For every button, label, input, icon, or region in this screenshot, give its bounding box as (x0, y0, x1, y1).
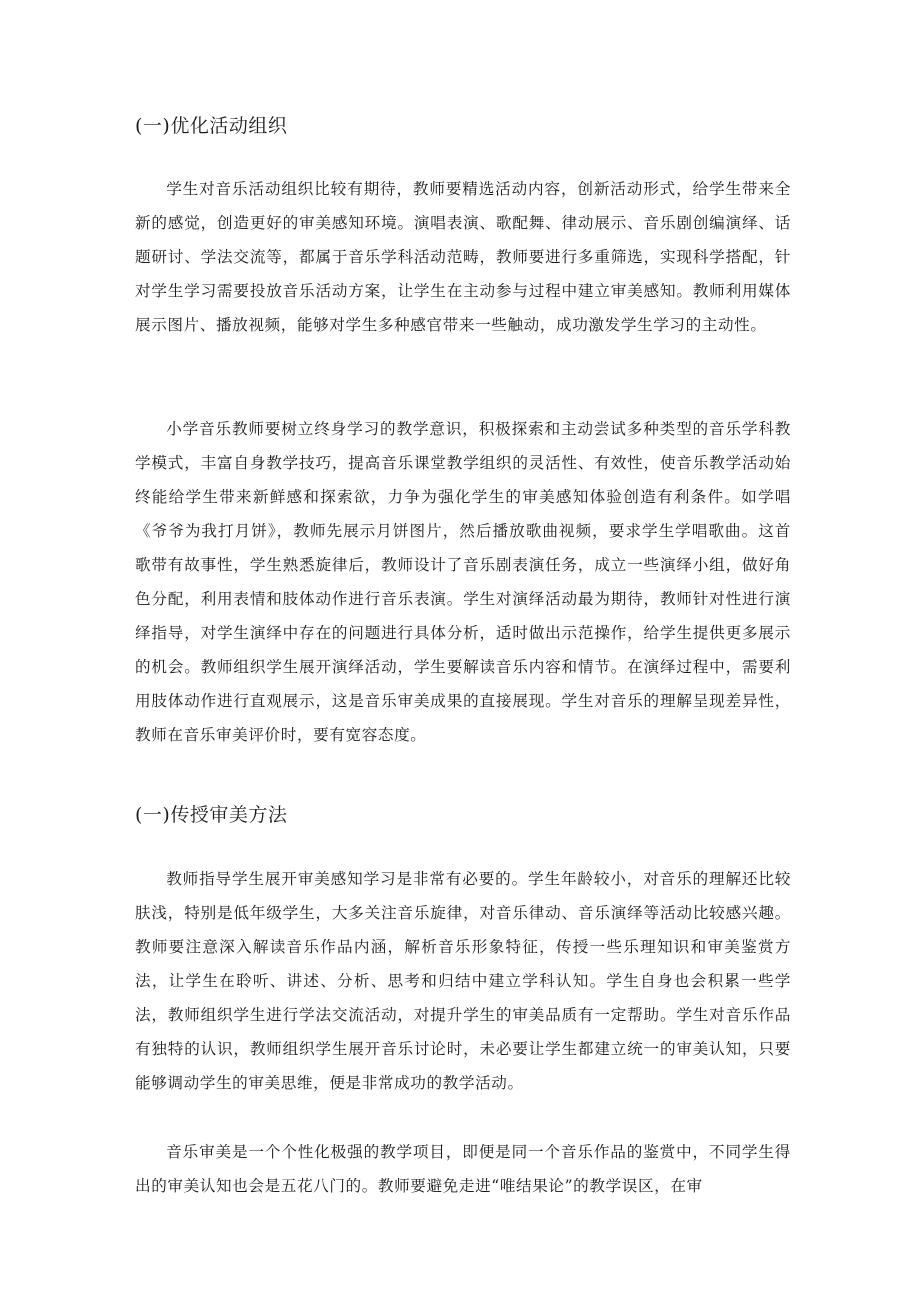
paragraph: 教师指导学生展开审美感知学习是非常有必要的。学生年龄较小，对音乐的理解还比较肤浅，特别是低年级学生，大多关注音乐旋律，对音乐律动、音乐演绎等活动比较感兴趣。教师要注意深入解读音乐作品内涵，解析音乐形象特征，传授一些乐理知识和审美鉴赏方法，让学生在聆听、讲述、分析、思考和归结中建立学科认知。学生自身也会积累一些学法，教师组织学生进行学法交流活动，对提升学生的审美品质有一定帮助。学生对音乐作品有独特的认识，教师组织学生展开音乐讨论时，未必要让学生都建立统一的审美认知，只要能够调动学生的审美思维，便是非常成功的教学活动。 (135, 870, 791, 1092)
paragraph: 音乐审美是一个个性化极强的教学项目，即便是同一个音乐作品的鉴赏中，不同学生得出的审美认知也会是五花八门的。教师要避免走进“唯结果论”的教学误区，在审 (135, 1143, 791, 1195)
section-heading-optimize-activity: (一)优化活动组织 (135, 115, 288, 137)
paragraph: 小学音乐教师要树立终身学习的教学意识，积极探索和主动尝试多种类型的音乐学科教学模式，丰富自身教学技巧，提高音乐课堂教学组织的灵活性、有效性，使音乐教学活动始终能给学生带来新鲜感和探索欲，力争为强化学生的审美感知体验创造有利条件。如学唱《爷爷为我打月饼》，教师先展示月饼图片，然后播放歌曲视频，要求学生学唱歌曲。这首歌带有故事性，学生熟悉旋律后，教师设计了音乐剧表演任务，成立一些演绎小组，做好角色分配，利用表情和肢体动作进行音乐表演。学生对演绎活动最为期待，教师针对性进行演绎指导，对学生演绎中存在的问题进行具体分析，适时做出示范操作，给学生提供更多展示的机会。教师组织学生展开演绎活动，学生要解读音乐内容和情节。在演绎过程中，需要利用肢体动作进行直观展示，这是音乐审美成果的直接展现。学生对音乐的理解呈现差异性，教师在音乐审美评价时，要有宽容态度。 (135, 420, 791, 744)
paragraph: 学生对音乐活动组织比较有期待，教师要精选活动内容，创新活动形式，给学生带来全新的感觉，创造更好的审美感知环境。演唱表演、歌配舞、律动展示、音乐剧创编演绎、话题研讨、学法交流等，都属于音乐学科活动范畴，教师要进行多重筛选，实现科学搭配，针对学生学习需要投放音乐活动方案，让学生在主动参与过程中建立审美感知。教师利用媒体展示图片、播放视频，能够对学生多种感官带来一些触动，成功激发学生学习的主动性。 (135, 180, 791, 334)
section-heading-aesthetic-methods: (一)传授审美方法 (135, 804, 288, 826)
